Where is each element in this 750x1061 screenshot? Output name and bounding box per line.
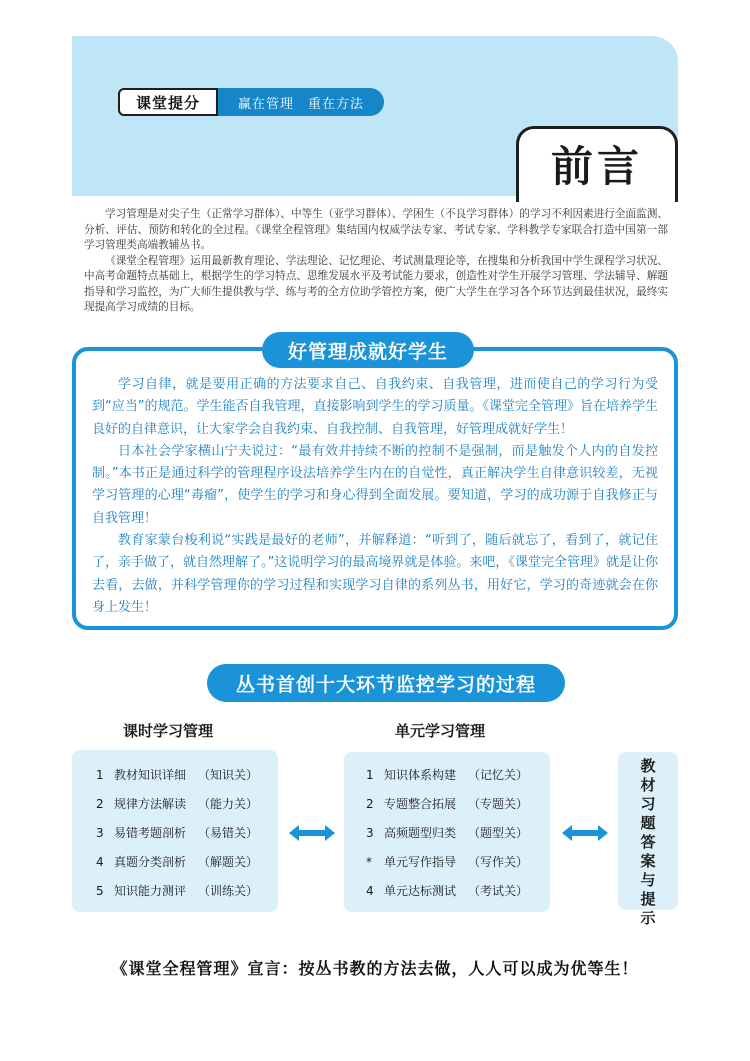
- declaration-footer: 《课堂全程管理》宣言：按丛书教的方法去做，人人可以成为优等生！: [111, 959, 639, 978]
- unit-management-card: [344, 752, 550, 912]
- lesson-item: 3 易错考题剖析 （易错关）: [96, 826, 259, 840]
- intro-paragraph: 学习管理是对尖子生（正常学习群体）、中等生（亚学习群体）、学困生（不良学习群体）的学习不利因素进行全面监测、分析、评估、预防和转化的全过程。《课堂全程管理》集结国内权威学法专家、考试专家、学科教学专家联合打造中国第一部学习管理类高端教辅丛书。: [84, 208, 668, 251]
- good-management-text: [92, 374, 658, 619]
- intro-text: [84, 207, 668, 316]
- main-paragraph: 教育家蒙台梭利说“实践是最好的老师”，并解释道：“听到了，随后就忘了，看到了，就记住了，亲手做了，就自然理解了。”这说明学习的最高境界就是体验。来吧，《课堂完全管理》就是让你去看，去做，并科学管理你的学习过程和实现学习自律的系列丛书，用好它，学习的奇迹就会在你身上发生！: [92, 533, 658, 615]
- unit-item: 4 单元达标测试 （考试关）: [366, 884, 529, 898]
- lesson-item: 4 真题分类剖析 （解题关）: [96, 855, 259, 869]
- unit-item: * 单元写作指导 （写作关）: [366, 855, 529, 869]
- double-arrow-icon: [562, 825, 608, 841]
- lesson-item: 5 知识能力测评 （训练关）: [96, 884, 259, 898]
- page-title: 前言: [550, 142, 643, 191]
- lesson-management-card: [72, 750, 278, 912]
- lesson-management-heading: 课时学习管理: [123, 722, 214, 740]
- main-paragraph: 日本社会学家横山宁夫说过：“最有效并持续不断的控制不是强制，而是触发个人内的自发控制。”本书正是通过科学的管理程序设法培养学生内在的自觉性，真正解决学生自律意识较差，无视学习管理的心理“毒瘤”，使学生的学习和身心得到全面发展。要知道，学习的成功源于自我修正与自我管理！: [92, 443, 658, 526]
- unit-item: 1 知识体系构建 （记忆关）: [366, 768, 529, 782]
- good-management-title: 好管理成就好学生: [262, 332, 474, 368]
- lesson-item: 2 规律方法解读 （能力关）: [96, 797, 259, 811]
- lesson-item: 1 教材知识详细 （知识关）: [96, 768, 259, 782]
- double-arrow-icon: [289, 825, 335, 841]
- series-label: 课堂提分: [118, 88, 218, 116]
- unit-item: 3 高频题型归类 （题型关）: [366, 826, 529, 840]
- unit-management-heading: 单元学习管理: [395, 722, 486, 740]
- main-paragraph: 学习自律，就是要用正确的方法要求自己、自我约束、自我管理，进而使自己的学习行为受到“应当”的规范。学生能否自我管理，直接影响到学生的学习质量。《课堂完全管理》旨在培养学生良好的自律意识，让大家学会自我约束、自我控制、自我管理，好管理成就好学生！: [92, 377, 658, 437]
- series-slogan: 赢在管理 重在方法: [218, 88, 384, 116]
- unit-item: 2 专题整合拓展 （专题关）: [366, 797, 529, 811]
- intro-paragraph: 《课堂全程管理》运用最新教育理论、学法理论、记忆理论、考试测量理论等，在搜集和分析我国中学生课程学习状况、中高考命题特点基础上，根据学生的学习特点、思维发展水平及考试能力要求，创造性对学生开展学习管理、学法辅导、解题指导和学习监控，为广大师生提供教与学、练与考的全方位助学管控方案，使广大学生在学习各个环节达到最佳状况，最终实现提高学习成绩的目标。: [84, 254, 668, 313]
- answers-hints-label: 教 材 习 题 答 案 与 提 示: [640, 757, 656, 927]
- ten-steps-title: 丛书首创十大环节监控学习的过程: [207, 664, 565, 702]
